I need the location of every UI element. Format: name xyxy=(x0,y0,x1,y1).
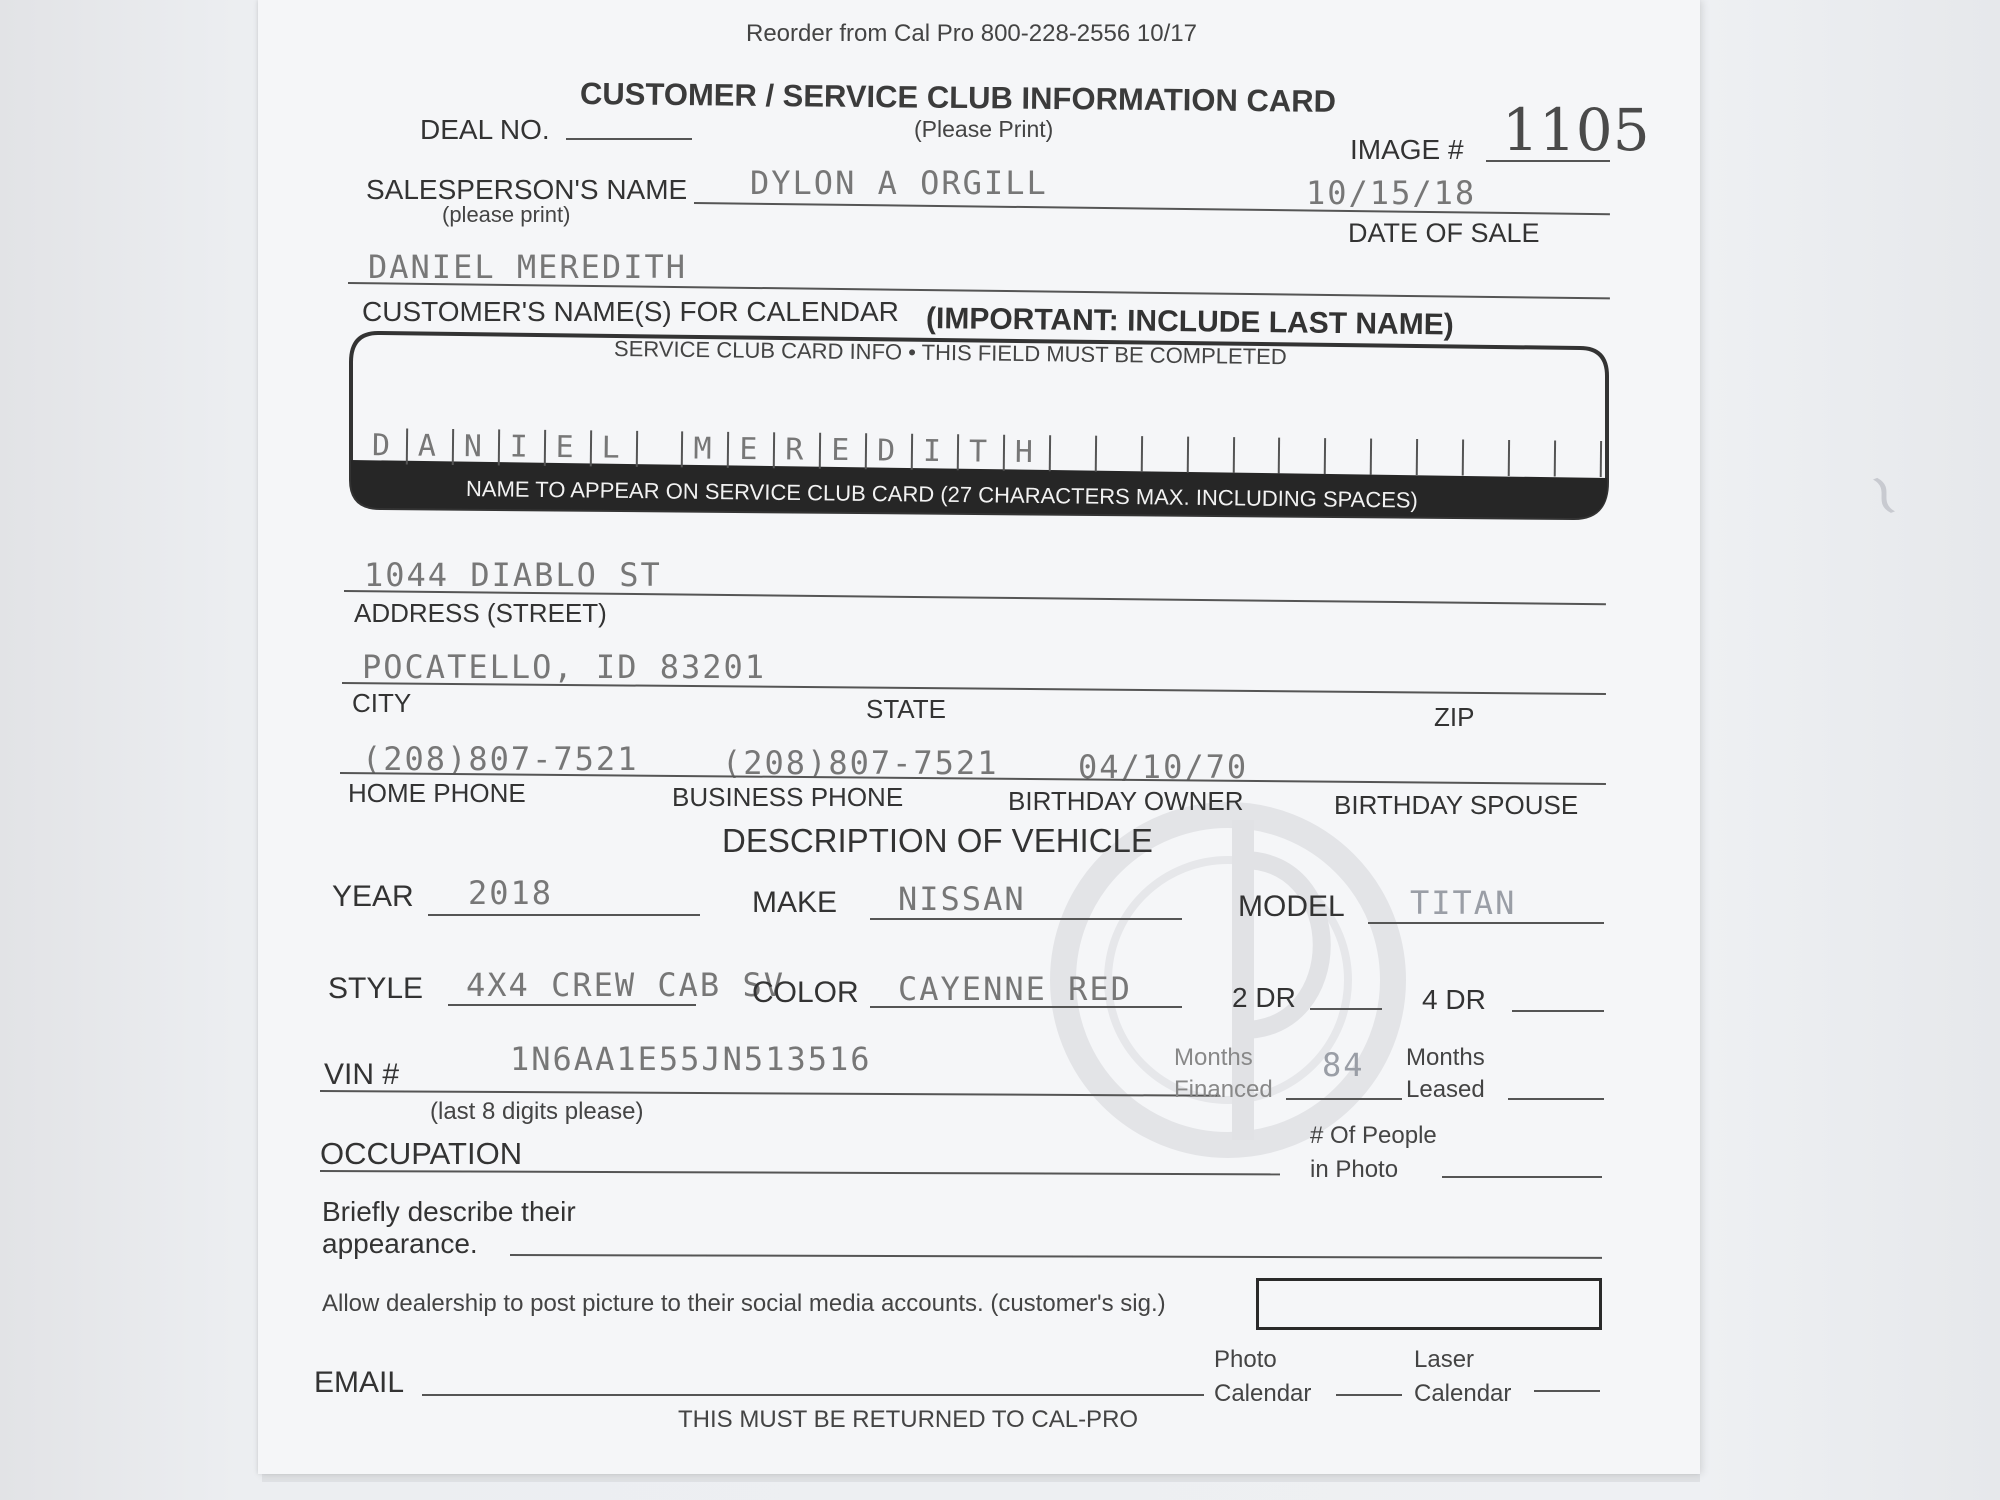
service-club-char-box[interactable] xyxy=(1326,438,1372,474)
birthday-spouse-label: BIRTHDAY SPOUSE xyxy=(1334,790,1579,820)
business-phone-label: BUSINESS PHONE xyxy=(672,782,904,812)
model-label: MODEL xyxy=(1238,890,1345,923)
make-label: MAKE xyxy=(752,886,838,919)
service-club-char-box[interactable] xyxy=(821,433,867,469)
appearance-label-2: appearance. xyxy=(322,1228,478,1259)
reorder-text: Reorder from Cal Pro 800-228-2556 10/17 xyxy=(746,20,1197,47)
service-club-char-box[interactable] xyxy=(913,434,959,470)
salesperson-sub-label: (please print) xyxy=(442,202,571,227)
service-club-char-box[interactable] xyxy=(1051,435,1097,471)
email-field[interactable] xyxy=(422,1394,1204,1396)
photo-calendar-field[interactable] xyxy=(1336,1394,1402,1396)
customer-calendar-label: CUSTOMER'S NAME(S) FOR CALENDAR xyxy=(362,296,899,327)
service-club-char-box[interactable] xyxy=(408,428,454,464)
state-label: STATE xyxy=(866,694,946,724)
salesperson-label: SALESPERSON'S NAME xyxy=(366,174,688,205)
service-club-char: A xyxy=(417,428,437,464)
service-club-char: D xyxy=(876,433,896,469)
two-door-field[interactable] xyxy=(1310,1008,1382,1010)
appearance-field[interactable] xyxy=(510,1254,1602,1259)
please-print-note: (Please Print) xyxy=(914,116,1054,142)
city-state-zip-value: POCATELLO, ID 83201 xyxy=(362,648,767,686)
home-phone-value: (208)807-7521 xyxy=(362,740,639,778)
city-state-zip-field[interactable] xyxy=(342,682,1606,695)
months-leased-label-2: Leased xyxy=(1406,1076,1485,1103)
months-financed-value: 84 xyxy=(1322,1046,1365,1084)
vin-label: VIN # xyxy=(324,1058,400,1091)
months-financed-field[interactable] xyxy=(1286,1098,1402,1100)
service-club-char-box[interactable] xyxy=(1464,440,1510,476)
year-field[interactable] xyxy=(428,914,700,916)
photo-calendar-label-2: Calendar xyxy=(1214,1380,1312,1407)
vehicle-section-heading: DESCRIPTION OF VEHICLE xyxy=(722,822,1153,859)
social-media-consent-label: Allow dealership to post picture to their social media accounts. (customer's sig.) xyxy=(322,1290,1166,1317)
four-door-field[interactable] xyxy=(1512,1010,1604,1012)
address-label: ADDRESS (STREET) xyxy=(354,598,607,628)
date-of-sale-label: DATE OF SALE xyxy=(1348,218,1540,248)
service-club-char-box[interactable] xyxy=(1372,439,1418,475)
service-club-char-box[interactable] xyxy=(729,432,775,468)
style-label: STYLE xyxy=(328,972,424,1005)
service-club-char-box[interactable] xyxy=(1510,440,1556,476)
photo-calendar-label-1: Photo xyxy=(1214,1346,1277,1373)
laser-calendar-label-2: Calendar xyxy=(1414,1380,1512,1407)
vin-sub-label: (last 8 digits please) xyxy=(430,1098,644,1125)
service-club-char: D xyxy=(371,428,391,464)
vin-value: 1N6AA1E55JN513516 xyxy=(510,1040,872,1078)
service-club-char: H xyxy=(1014,434,1034,471)
service-club-char-box[interactable] xyxy=(637,431,683,467)
service-club-char: T xyxy=(968,434,988,470)
people-in-photo-label-1: # Of People xyxy=(1310,1122,1437,1149)
service-club-char-box[interactable] xyxy=(1005,435,1051,471)
people-in-photo-label-2: in Photo xyxy=(1310,1156,1399,1183)
months-financed-label-1: Months xyxy=(1174,1044,1253,1071)
service-club-footer: NAME TO APPEAR ON SERVICE CLUB CARD (27 CHARACTERS MAX. INCLUDING SPACES) xyxy=(465,476,1419,513)
business-phone-value: (208)807-7521 xyxy=(722,744,999,782)
important-note: (IMPORTANT: INCLUDE LAST NAME) xyxy=(925,302,1454,342)
service-club-char: I xyxy=(509,429,528,465)
birthday-owner-value: 04/10/70 xyxy=(1078,748,1249,786)
service-club-char-box[interactable] xyxy=(591,430,637,466)
date-of-sale-value: 10/15/18 xyxy=(1306,174,1477,212)
birthday-owner-label: BIRTHDAY OWNER xyxy=(1008,786,1244,816)
two-door-label: 2 DR xyxy=(1232,982,1296,1013)
service-club-char-box[interactable] xyxy=(1142,436,1188,472)
deal-number-field[interactable] xyxy=(566,138,692,140)
vin-field[interactable] xyxy=(320,1090,1220,1097)
model-field[interactable] xyxy=(1368,922,1604,924)
customer-signature-box[interactable] xyxy=(1256,1278,1602,1330)
service-club-char: M xyxy=(693,431,712,467)
service-club-char: L xyxy=(601,430,620,466)
year-label: YEAR xyxy=(332,880,414,913)
zip-label: ZIP xyxy=(1434,702,1475,732)
four-door-label: 4 DR xyxy=(1422,984,1486,1015)
service-club-char-box[interactable] xyxy=(959,434,1005,470)
service-club-char-box[interactable] xyxy=(867,433,913,469)
year-value: 2018 xyxy=(468,874,554,912)
service-club-char: E xyxy=(555,430,574,466)
email-label: EMAIL xyxy=(314,1366,405,1399)
months-leased-label-1: Months xyxy=(1406,1044,1485,1071)
make-field[interactable] xyxy=(870,918,1182,920)
service-club-box xyxy=(348,330,1610,522)
make-value: NISSAN xyxy=(898,880,1026,918)
deal-number-label: DEAL NO. xyxy=(420,114,550,145)
style-field[interactable] xyxy=(448,1004,696,1006)
return-notice: THIS MUST BE RETURNED TO CAL-PRO xyxy=(678,1406,1139,1433)
service-club-char: E xyxy=(739,431,758,468)
occupation-field[interactable] xyxy=(320,1170,1280,1175)
service-club-char: N xyxy=(463,429,483,465)
service-club-char-box[interactable] xyxy=(1418,439,1464,475)
address-value: 1044 DIABLO ST xyxy=(364,556,662,594)
months-leased-field[interactable] xyxy=(1508,1098,1604,1100)
appearance-label-1: Briefly describe their xyxy=(322,1196,576,1227)
service-club-char-box[interactable] xyxy=(362,428,408,464)
background-scribble: ~ xyxy=(1843,459,1927,531)
service-club-char-box[interactable] xyxy=(1097,436,1143,472)
image-number-label: IMAGE # xyxy=(1350,134,1464,165)
service-club-header: SERVICE CLUB CARD INFO • THIS FIELD MUST BE COMPLETED xyxy=(613,336,1287,370)
customer-calendar-value: DANIEL MEREDITH xyxy=(368,248,687,286)
color-label: COLOR xyxy=(752,976,859,1009)
salesperson-value: DYLON A ORGILL xyxy=(750,164,1048,202)
service-club-char-box[interactable] xyxy=(1280,438,1326,474)
color-field[interactable] xyxy=(870,1006,1182,1008)
home-phone-label: HOME PHONE xyxy=(348,778,526,808)
service-club-char: R xyxy=(785,432,804,468)
service-club-char-box[interactable] xyxy=(1188,437,1234,473)
service-club-char-box[interactable] xyxy=(1556,441,1602,477)
model-value: TITAN xyxy=(1410,884,1517,922)
service-club-char: E xyxy=(830,432,850,469)
image-number-value: 1105 xyxy=(1502,96,1650,164)
style-value: 4X4 CREW CAB SV xyxy=(466,966,785,1004)
city-label: CITY xyxy=(352,688,412,718)
people-in-photo-field[interactable] xyxy=(1442,1176,1602,1178)
image-number-field[interactable] xyxy=(1486,160,1610,162)
service-club-char-box[interactable] xyxy=(775,432,821,468)
laser-calendar-field[interactable] xyxy=(1534,1390,1600,1392)
service-club-char-box[interactable] xyxy=(454,429,500,465)
occupation-label: OCCUPATION xyxy=(320,1136,523,1171)
months-financed-label-2: Financed xyxy=(1174,1076,1273,1103)
service-club-char: I xyxy=(922,433,942,470)
service-club-char-box[interactable] xyxy=(683,431,729,467)
service-club-char-box[interactable] xyxy=(1234,437,1280,473)
color-value: CAYENNE RED xyxy=(898,970,1132,1008)
information-card xyxy=(258,0,1700,1474)
service-club-char-box[interactable] xyxy=(500,429,546,465)
card-title: CUSTOMER / SERVICE CLUB INFORMATION CARD xyxy=(579,76,1337,119)
laser-calendar-label-1: Laser xyxy=(1414,1346,1475,1373)
service-club-char-box[interactable] xyxy=(545,430,591,466)
